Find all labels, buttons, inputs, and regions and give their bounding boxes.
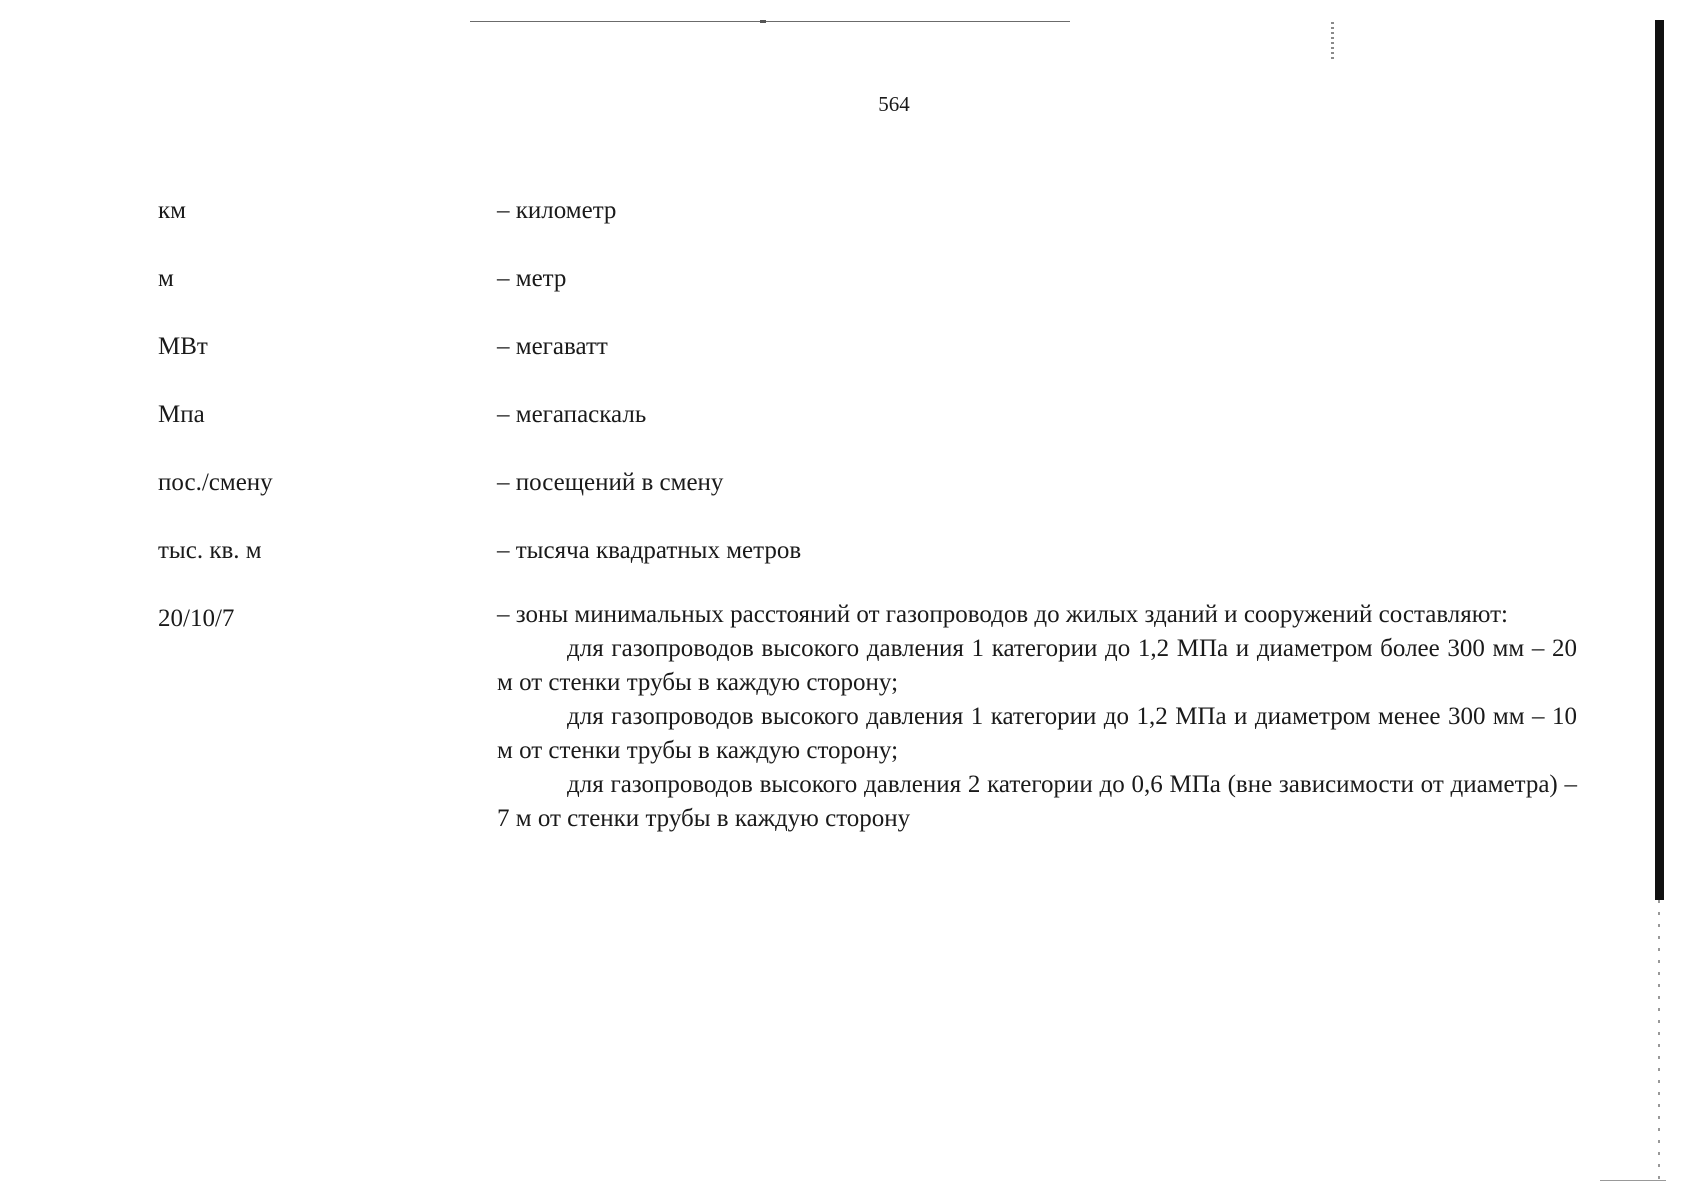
abbreviation-definition: – мегаватт	[497, 333, 608, 360]
abbreviation-definition: – тысяча квадратных метров	[497, 537, 802, 564]
bottom-dash	[1600, 1180, 1666, 1181]
top-rule-mark	[760, 20, 766, 23]
zones-paragraph: для газопроводов высокого давления 2 категории до 0,6 МПа (вне зависимости от диаметра) – 7 м от стенки трубы в каждую сторону	[497, 771, 1577, 832]
abbreviation-term: м	[158, 265, 174, 292]
abbreviation-term: км	[158, 197, 186, 224]
scan-edge	[1655, 20, 1664, 900]
scan-speck	[1331, 22, 1334, 62]
zones-lead: – зоны минимальных расстояний от газопроводов до жилых зданий и сооружений составляют:	[497, 601, 1508, 628]
abbreviation-definition: – километр	[497, 197, 617, 224]
scan-edge-fade	[1658, 900, 1660, 1180]
page-number: 564	[878, 92, 910, 116]
zones-term: 20/10/7	[158, 605, 235, 632]
abbreviation-definition: – посещений в смену	[497, 469, 724, 496]
abbreviation-term: МВт	[158, 333, 208, 360]
zones-paragraph: для газопроводов высокого давления 1 категории до 1,2 МПа и диаметром менее 300 мм – 10 м от стенки трубы в каждую сторону;	[497, 703, 1577, 764]
zones-paragraph: для газопроводов высокого давления 1 категории до 1,2 МПа и диаметром более 300 мм – 20 м от стенки трубы в каждую сторону;	[497, 635, 1577, 696]
abbreviation-term: тыс. кв. м	[158, 537, 262, 564]
abbreviation-definition: – мегапаскаль	[497, 401, 647, 428]
top-rule	[470, 21, 1070, 22]
zones-definition	[497, 598, 1577, 836]
abbreviation-definition: – метр	[497, 265, 567, 292]
abbreviation-term: Мпа	[158, 401, 205, 428]
abbreviation-term: пос./смену	[158, 469, 273, 496]
